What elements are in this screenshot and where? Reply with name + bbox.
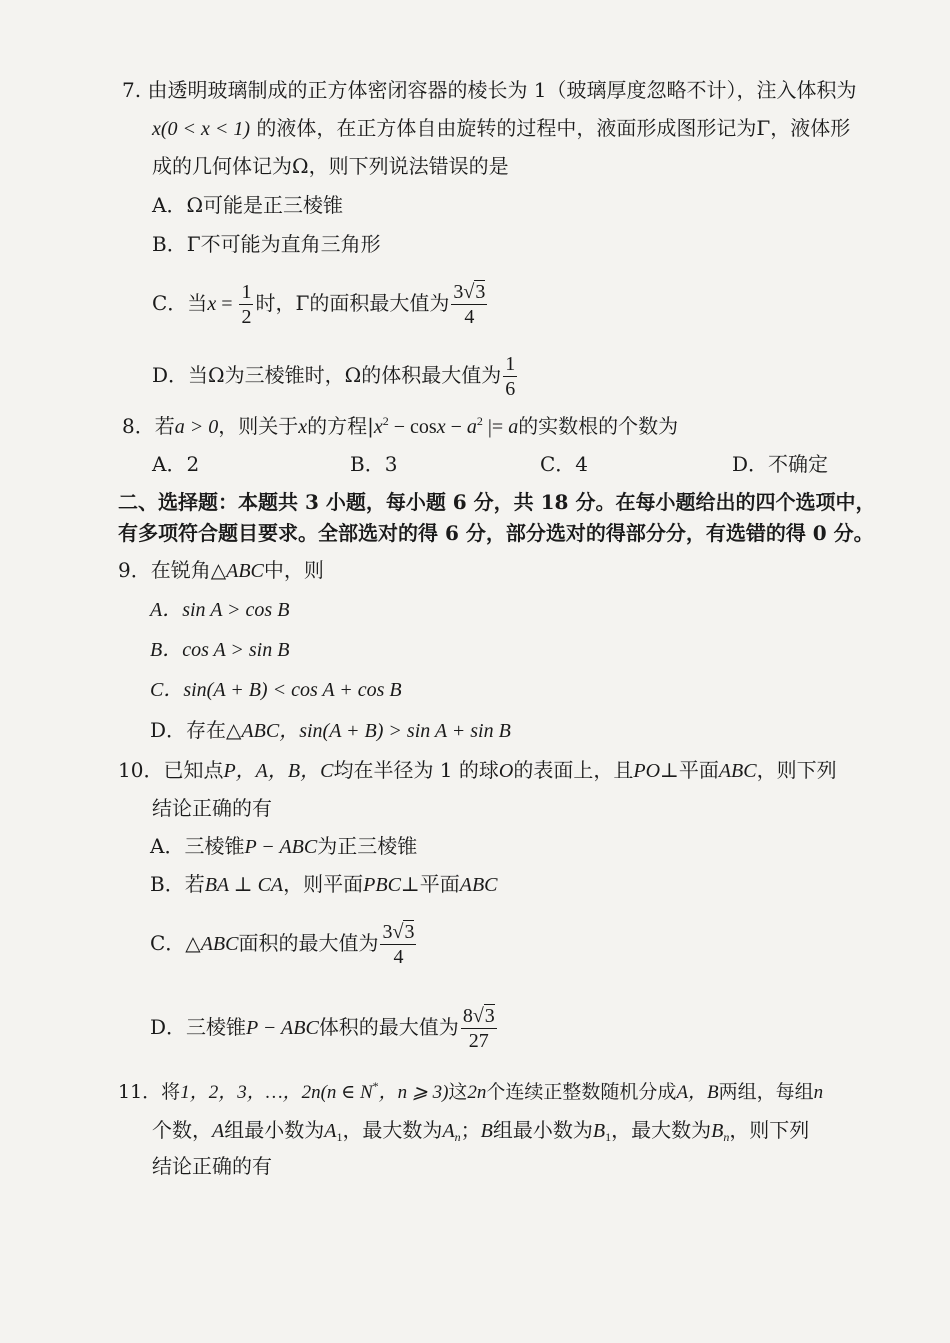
q7-stem-line3: 成的几何体记为Ω，则下列说法错误的是 [152,154,509,178]
q8-option-d: D．不确定 [732,452,829,476]
q7-option-c: C．当x = $\frac{1}{2}$ 时，Γ的面积最大值为 $\frac{3√3}{4}$ [152,281,486,328]
section-2-header-line1: 二、选择题：本题共 3 小题，每小题 6 分，共 18 分。在每小题给出的四个选项中， [118,490,876,514]
section-2-header-line2: 有多项符合题目要求。全部选对的得 6 分，部分选对的得部分分，有选错的得 0 分。 [118,521,874,545]
q7-stem-line2: x(0 < x < 1) 的液体，在正方体自由旋转的过程中，液面形成图形记为Γ，液体形 [152,116,851,140]
q8-option-a: A．2 [152,452,200,476]
q8-option-c: C．4 [540,452,589,476]
q9-option-b: B．cos A > sin B [150,639,290,661]
q10-option-c: C．△ABC面积的最大值为 $\frac{3√3}{4}$ [150,921,415,968]
q9-option-d: D．存在△ABC，sin(A + B) > sin A + sin B [150,718,511,742]
q8-option-b: B．3 [350,452,398,476]
q9-option-a: A．sin A > cos B [150,599,290,621]
q10-option-d: D．三棱锥P − ABC体积的最大值为 $\frac{8√3}{27}$ [150,1005,495,1052]
q11-stem-line1: 11．将1，2，3，…，2n(n ∈ N*，n ⩾ 3)这2n个连续正整数随机分成A，B两组，每组n [118,1079,824,1103]
q10-option-b: B．若BA ⊥ CA，则平面PBC⊥平面ABC [150,872,498,896]
q11-stem-line2: 个数，A组最小数为$A_1$，最大数为$A_n$；B组最小数为$B_1$，最大数为$B_n$，则下列 [152,1118,810,1144]
q7-option-b: B．Γ不可能为直角三角形 [152,232,381,256]
q10-stem-line2: 结论正确的有 [152,796,272,820]
q8-stem: 8．若a > 0，则关于x的方程$|x^2 - \cos x - a^2$ |= a的实数根的个数为 [122,414,679,438]
q11-stem-line3: 结论正确的有 [152,1154,272,1178]
q7-stem-line1: 7. 由透明玻璃制成的正方体密闭容器的棱长为 1（玻璃厚度忽略不计），注入体积为 [122,78,857,102]
q10-stem-line1: 10．已知点P，A，B，C均在半径为 1 的球O的表面上，且PO⊥平面ABC，则下列 [118,758,837,782]
q10-option-a: A．三棱锥P − ABC为正三棱锥 [150,834,418,858]
q7-option-d: D．当Ω为三棱锥时，Ω的体积最大值为 $\frac{1}{6}$ [152,353,516,400]
q9-stem: 9．在锐角△ABC中，则 [118,558,324,582]
q7-option-a: A．Ω可能是正三棱锥 [152,193,344,217]
q9-option-c: C．sin(A + B) < cos A + cos B [150,679,402,701]
